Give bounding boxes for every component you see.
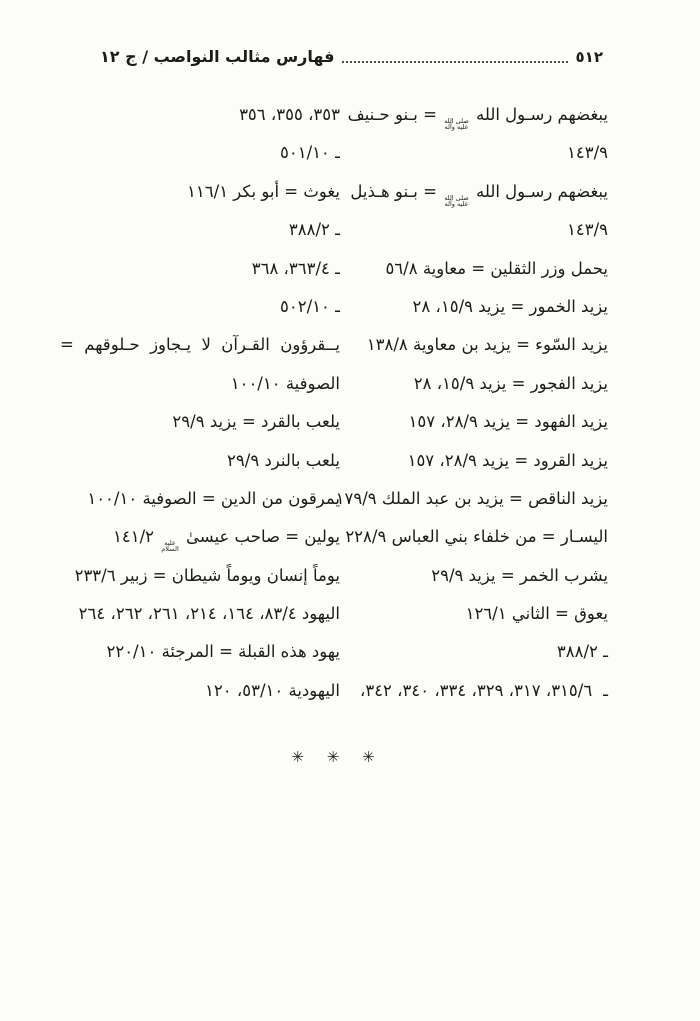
index-entry-text: ١٤٣/٩ [566,143,608,163]
index-entry-text: يغوث = أبو بكر ١١٦/١ [187,181,340,201]
index-entry-text: يشرب الخمر = يزيد ٢٩/٩ [431,565,608,585]
index-entry [347,96,608,134]
index-entry-text: يعوق = الثاني ١٢٦/١ [465,604,608,624]
index-column-right [335,96,608,710]
index-entry-text: يبغضهم رسـول الله [470,105,608,124]
index-entry [60,96,340,134]
index-entry-text: = بـنو حـنيف [347,105,443,124]
index-entry [60,173,340,211]
honorific-seal: صلى الله عليه وآله [444,193,469,208]
index-entry-text: يولين = صاحب عيسىٰ [180,527,340,547]
index-entry [60,518,340,556]
index-column-left [60,96,340,710]
index-entry [60,442,340,480]
page-title: فهارس مثالب النواصب / ج ١٢ [100,47,335,66]
index-entry-text: يزيد الناقص = يزيد بن عبد الملك ١٧٩/٩ [335,488,608,508]
index-entry [360,403,608,441]
index-entry [60,672,340,710]
index-entry [60,288,340,326]
index-entry [60,595,340,633]
index-entry [360,633,608,671]
index-entry [360,557,608,595]
index-entry-text: اليهود ٨٣/٤، ١٦٤، ٢١٤، ٢٦١، ٢٦٢، ٢٦٤ [78,604,340,624]
index-entry-text: يمرقون من الدين = الصوفية ١٠٠/١٠ [87,488,340,508]
honorific-seal: عليه السلام [161,539,179,554]
index-entry [360,672,608,710]
index-entry-text: يلعب بالنرد ٢٩/٩ [227,450,340,470]
index-entry [360,442,608,480]
index-entry-text: ١٤١/٢ [113,527,160,547]
index-entry-text: يزيد السّوء = يزيد بن معاوية ١٣٨/٨ [366,335,608,355]
index-entry [60,365,340,403]
index-entry-text: يحمل وزر الثقلين = معاوية ٥٦/٨ [385,258,608,278]
index-entry-text: ـ ٥٠١/١٠ [280,143,340,163]
honorific-seal: صلى الله عليه وآله [444,117,469,131]
index-entry-text: لا [201,335,211,355]
index-entry [360,365,608,403]
index-entry-text: الصوفية ١٠٠/١٠ [230,373,340,393]
index-entry [60,211,340,249]
index-entry [345,518,608,556]
index-entry-text: = [60,335,74,355]
index-entry [60,403,340,441]
index-entry [360,250,608,288]
index-entry-text: ٣٥٣، ٣٥٥، ٣٥٦ [239,105,340,124]
index-entry-text: حـلوقهم [84,335,140,355]
index-entry [60,480,340,518]
dotted-leader [342,47,567,63]
index-entry [335,480,608,518]
index-entry [360,326,608,364]
index-entry [350,173,608,211]
index-entry [60,250,340,288]
index-entry-text: يلعب بالقرد = يزيد ٢٩/٩ [172,412,340,432]
index-entry [60,134,340,172]
index-entry-text: يــقرؤون [280,335,340,355]
index-entry-text: ـ ٣٨٨/٢ [556,642,608,662]
index-entry-text: يبغضهم رسـول الله [470,181,608,201]
index-entry-text: ـ [603,680,608,700]
index-entry-text: يزيد الخمور = يزيد ١٥/٩، ٢٨ [412,296,608,316]
index-entry-text: يـجاوز [150,335,192,355]
page-number: ٥١٢ [575,48,603,66]
index-entry-text: القـرآن [221,335,270,355]
index-entry [360,595,608,633]
index-entry [360,211,608,249]
index-entry-text: ـ ٥٠٢/١٠ [280,296,340,316]
index-entry-text: يزيد الفجور = يزيد ١٥/٩، ٢٨ [413,373,608,393]
index-entry [60,633,340,671]
index-entry-text: = بـنو هـذيل [350,181,443,201]
index-columns [60,96,608,710]
index-entry [360,288,608,326]
index-entry-text: ٣١٥/٦، ٣١٧، ٣٢٩، ٣٣٤، ٣٤٠، ٣٤٢، [360,680,593,700]
index-entry [360,134,608,172]
index-entry [60,557,340,595]
index-entry-text: ـ ٣٨٨/٢ [288,220,340,240]
index-entry-text: اليسـار = من خلفاء بني العباس ٢٢٨/٩ [345,527,608,547]
index-entry-text: ١٤٣/٩ [566,220,608,240]
index-entry-text: ـ ٣٦٣/٤، ٣٦٨ [251,258,340,278]
index-entry-text: اليهودية ٥٣/١٠، ١٢٠ [205,680,340,700]
index-entry-text: يوماً إنسان ويوماً شيطان = زبير ٢٣٣/٦ [74,565,340,585]
index-entry [60,326,340,364]
index-entry-text: يزيد الفهود = يزيد ٢٨/٩، ١٥٧ [408,412,608,432]
running-header [100,47,603,68]
section-end-ornament: ✳ ✳ ✳ [291,748,377,766]
index-entry-text: يزيد القرود = يزيد ٢٨/٩، ١٥٧ [407,450,608,470]
index-entry-text: يهود هذه القبلة = المرجئة ٢٢٠/١٠ [106,642,340,662]
